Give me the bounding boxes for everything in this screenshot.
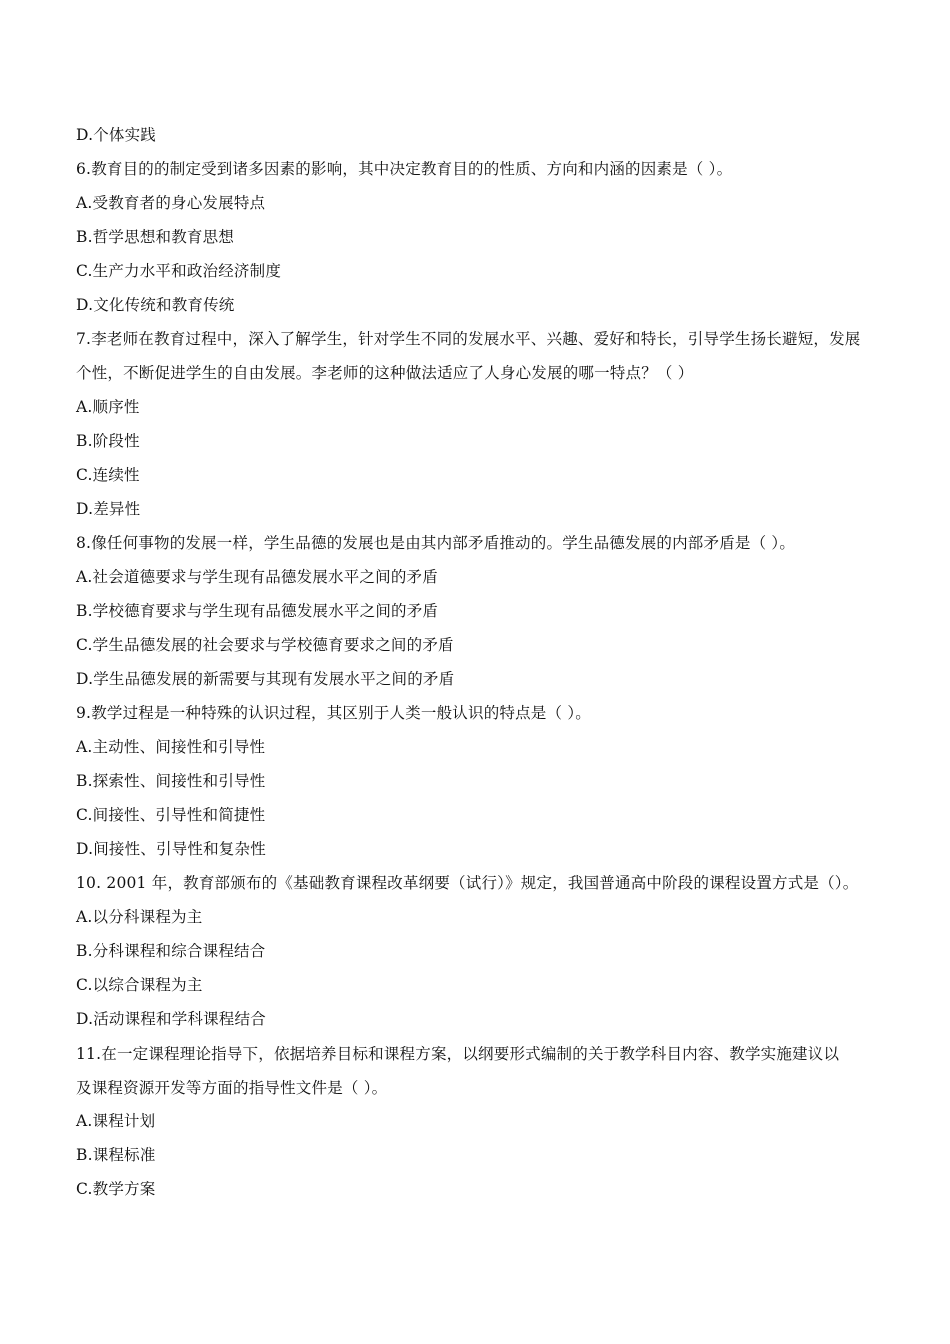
q8-option-a: A.社会道德要求与学生现有品德发展水平之间的矛盾 xyxy=(76,568,438,586)
q7-option-b: B.阶段性 xyxy=(76,432,140,450)
q6-option-c: C.生产力水平和政治经济制度 xyxy=(76,262,282,280)
q6-option-a: A.受教育者的身心发展特点 xyxy=(76,194,266,212)
q6-option-d: D.文化传统和教育传统 xyxy=(76,296,235,314)
q9-option-c: C.间接性、引导性和简捷性 xyxy=(76,806,266,824)
q11-stem-line2: 及课程资源开发等方面的指导性文件是（ ）。 xyxy=(76,1079,388,1097)
document-page xyxy=(76,118,886,1206)
q9-option-d: D.间接性、引导性和复杂性 xyxy=(76,840,266,858)
q8-option-d: D.学生品德发展的新需要与其现有发展水平之间的矛盾 xyxy=(76,670,455,688)
q6-option-b: B.哲学思想和教育思想 xyxy=(76,228,235,246)
q7-stem-line1: 7.李老师在教育过程中，深入了解学生，针对学生不同的发展水平、兴趣、爱好和特长，引导学生扬长避短，发展 xyxy=(76,330,861,348)
q7-stem-line2: 个性，不断促进学生的自由发展。李老师的这种做法适应了人身心发展的哪一特点？（ ） xyxy=(76,364,694,382)
q8-option-c: C.学生品德发展的社会要求与学校德育要求之间的矛盾 xyxy=(76,636,454,654)
q11-option-c: C.教学方案 xyxy=(76,1180,156,1198)
q7-option-a: A.顺序性 xyxy=(76,398,140,416)
q8-option-b: B.学校德育要求与学生现有品德发展水平之间的矛盾 xyxy=(76,602,439,620)
q10-option-d: D.活动课程和学科课程结合 xyxy=(76,1010,266,1028)
q9-option-a: A.主动性、间接性和引导性 xyxy=(76,738,266,756)
q7-option-c: C.连续性 xyxy=(76,466,140,484)
q6-stem: 6.教育目的的制定受到诸多因素的影响，其中决定教育目的的性质、方向和内涵的因素是（ ）。 xyxy=(76,160,733,178)
q7-option-d: D.差异性 xyxy=(76,500,141,518)
q9-option-b: B.探索性、间接性和引导性 xyxy=(76,772,266,790)
q10-option-c: C.以综合课程为主 xyxy=(76,976,203,994)
q8-stem: 8.像任何事物的发展一样，学生品德的发展也是由其内部矛盾推动的。学生品德发展的内部矛盾是（ ）。 xyxy=(76,534,796,552)
q10-option-a: A.以分科课程为主 xyxy=(76,908,203,926)
q11-option-a: A.课程计划 xyxy=(76,1112,156,1130)
q10-option-b: B.分科课程和综合课程结合 xyxy=(76,942,266,960)
q10-stem: 10. 2001 年，教育部颁布的《基础教育课程改革纲要（试行）》规定，我国普通高中阶段的课程设置方式是（）。 xyxy=(76,874,859,892)
q11-stem-line1: 11.在一定课程理论指导下，依据培养目标和课程方案，以纲要形式编制的关于教学科目内容、教学实施建议以 xyxy=(76,1045,840,1063)
q9-stem: 9.教学过程是一种特殊的认识过程，其区别于人类一般认识的特点是（ ）。 xyxy=(76,704,591,722)
q11-option-b: B.课程标准 xyxy=(76,1146,156,1164)
q5-option-d: D.个体实践 xyxy=(76,126,157,144)
